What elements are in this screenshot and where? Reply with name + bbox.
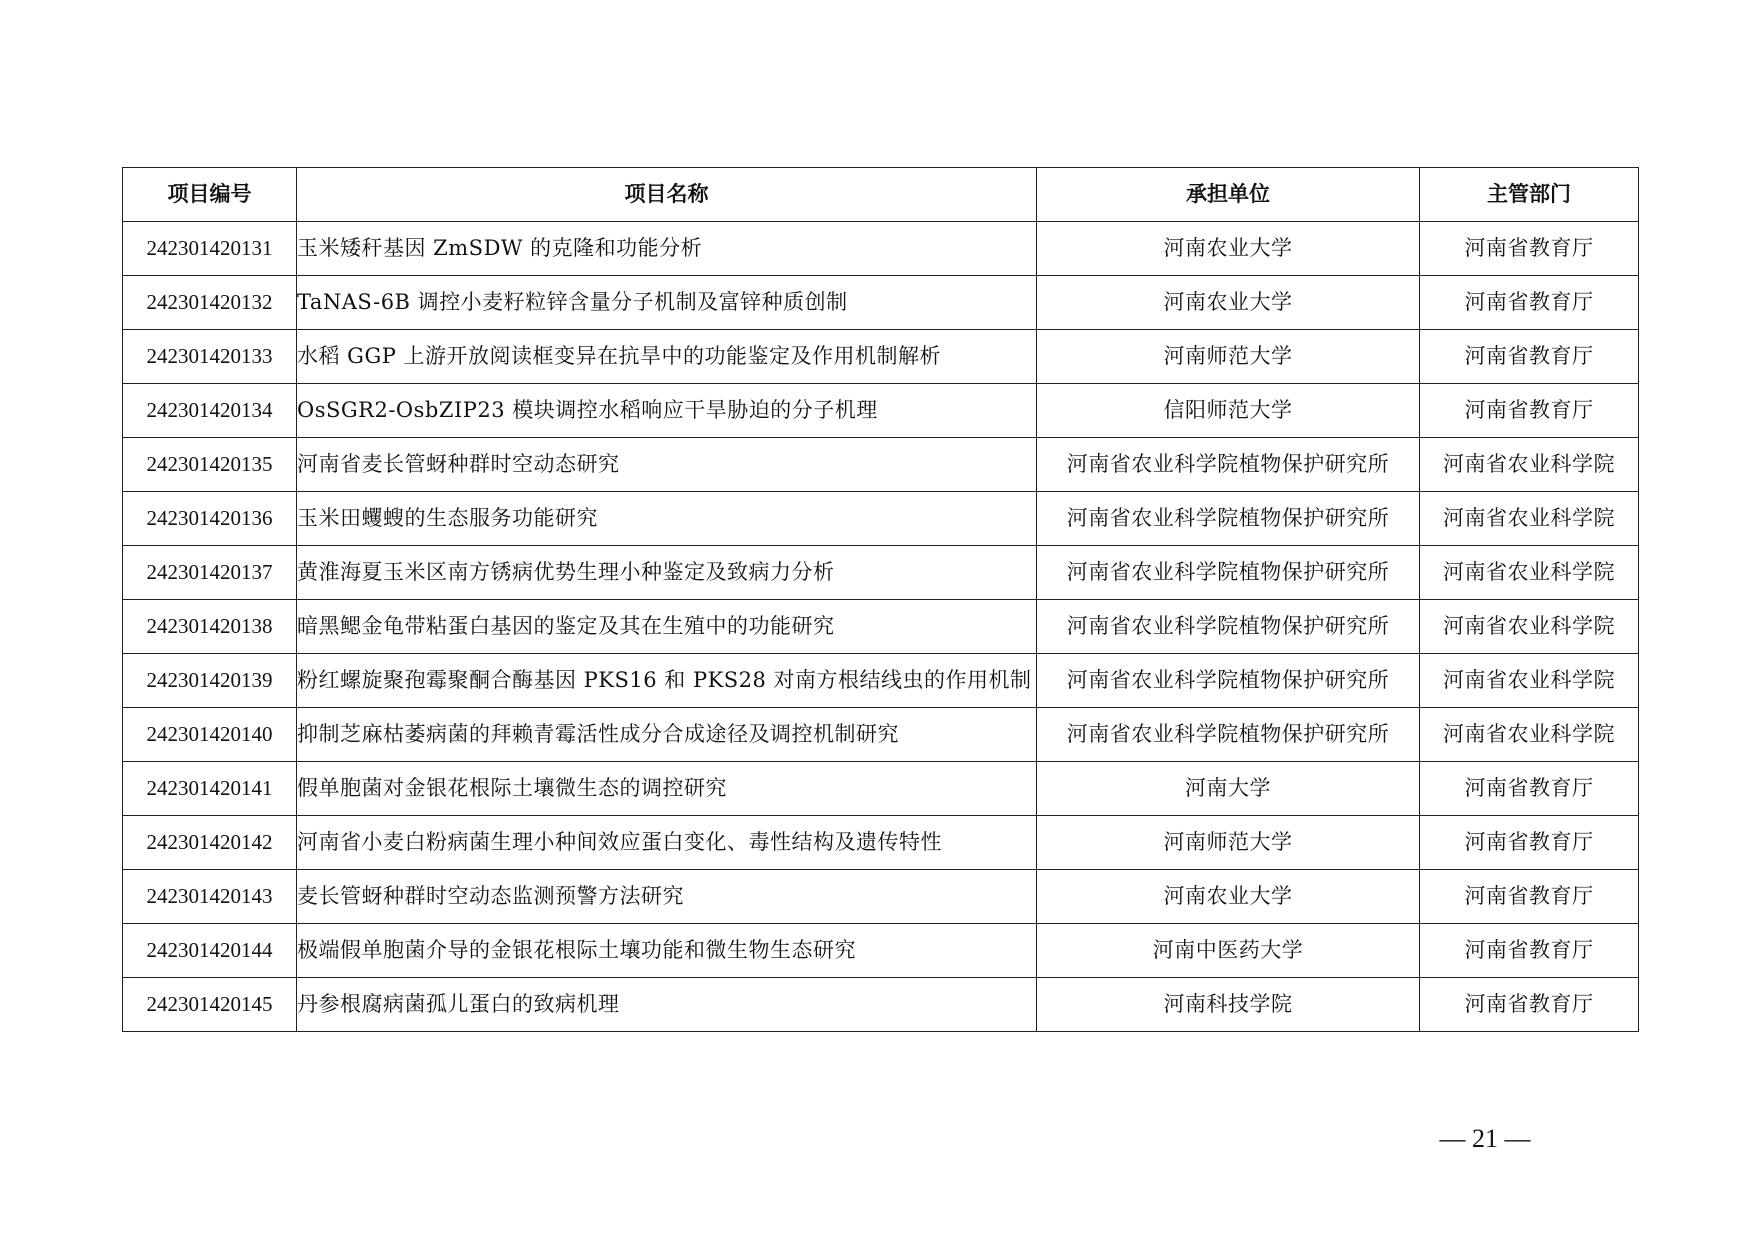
table-row xyxy=(123,546,1639,600)
supervising-dept-cell: 河南省教育厅 xyxy=(1420,222,1639,276)
table-row xyxy=(123,600,1639,654)
supervising-dept-cell: 河南省农业科学院 xyxy=(1420,654,1639,708)
supervising-dept-cell: 河南省农业科学院 xyxy=(1420,546,1639,600)
project-code-cell: 242301420141 xyxy=(123,762,297,816)
project-name-cell: 河南省小麦白粉病菌生理小种间效应蛋白变化、毒性结构及遗传特性 xyxy=(297,816,1037,870)
project-code-cell: 242301420135 xyxy=(123,438,297,492)
project-name-cell: 极端假单胞菌介导的金银花根际土壤功能和微生物生态研究 xyxy=(297,924,1037,978)
supervising-dept-cell: 河南省教育厅 xyxy=(1420,384,1639,438)
undertaking-unit-cell: 河南农业大学 xyxy=(1037,276,1420,330)
supervising-dept-cell: 河南省农业科学院 xyxy=(1420,708,1639,762)
table-body xyxy=(123,222,1639,1032)
table-header-row xyxy=(123,168,1639,222)
undertaking-unit-cell: 河南省农业科学院植物保护研究所 xyxy=(1037,654,1420,708)
project-name-cell: 粉红螺旋聚孢霉聚酮合酶基因 PKS16 和 PKS28 对南方根结线虫的作用机制 xyxy=(297,654,1037,708)
table-row xyxy=(123,384,1639,438)
supervising-dept-cell: 河南省农业科学院 xyxy=(1420,600,1639,654)
table-row xyxy=(123,276,1639,330)
project-code-cell: 242301420138 xyxy=(123,600,297,654)
project-code-cell: 242301420145 xyxy=(123,978,297,1032)
project-table xyxy=(122,167,1639,1032)
project-code-cell: 242301420139 xyxy=(123,654,297,708)
header-project-code: 项目编号 xyxy=(123,168,297,222)
table-row xyxy=(123,816,1639,870)
project-name-cell: 河南省麦长管蚜种群时空动态研究 xyxy=(297,438,1037,492)
project-name-cell: 暗黑鳃金龟带粘蛋白基因的鉴定及其在生殖中的功能研究 xyxy=(297,600,1037,654)
supervising-dept-cell: 河南省农业科学院 xyxy=(1420,492,1639,546)
header-project-name: 项目名称 xyxy=(297,168,1037,222)
project-code-cell: 242301420140 xyxy=(123,708,297,762)
table-row xyxy=(123,870,1639,924)
undertaking-unit-cell: 河南师范大学 xyxy=(1037,816,1420,870)
project-name-cell: 抑制芝麻枯萎病菌的拜赖青霉活性成分合成途径及调控机制研究 xyxy=(297,708,1037,762)
table-row xyxy=(123,762,1639,816)
project-name-cell: OsSGR2-OsbZIP23 模块调控水稻响应干旱胁迫的分子机理 xyxy=(297,384,1037,438)
supervising-dept-cell: 河南省农业科学院 xyxy=(1420,438,1639,492)
project-name-cell: TaNAS-6B 调控小麦籽粒锌含量分子机制及富锌种质创制 xyxy=(297,276,1037,330)
supervising-dept-cell: 河南省教育厅 xyxy=(1420,924,1639,978)
undertaking-unit-cell: 河南科技学院 xyxy=(1037,978,1420,1032)
table-row xyxy=(123,330,1639,384)
table-row xyxy=(123,924,1639,978)
undertaking-unit-cell: 信阳师范大学 xyxy=(1037,384,1420,438)
supervising-dept-cell: 河南省教育厅 xyxy=(1420,762,1639,816)
project-code-cell: 242301420142 xyxy=(123,816,297,870)
project-code-cell: 242301420137 xyxy=(123,546,297,600)
undertaking-unit-cell: 河南省农业科学院植物保护研究所 xyxy=(1037,708,1420,762)
project-name-cell: 假单胞菌对金银花根际土壤微生态的调控研究 xyxy=(297,762,1037,816)
undertaking-unit-cell: 河南省农业科学院植物保护研究所 xyxy=(1037,438,1420,492)
project-name-cell: 水稻 GGP 上游开放阅读框变异在抗旱中的功能鉴定及作用机制解析 xyxy=(297,330,1037,384)
undertaking-unit-cell: 河南师范大学 xyxy=(1037,330,1420,384)
table-row xyxy=(123,654,1639,708)
undertaking-unit-cell: 河南省农业科学院植物保护研究所 xyxy=(1037,492,1420,546)
table-row xyxy=(123,438,1639,492)
project-code-cell: 242301420131 xyxy=(123,222,297,276)
header-supervising-dept: 主管部门 xyxy=(1420,168,1639,222)
supervising-dept-cell: 河南省教育厅 xyxy=(1420,870,1639,924)
supervising-dept-cell: 河南省教育厅 xyxy=(1420,330,1639,384)
table-row xyxy=(123,708,1639,762)
undertaking-unit-cell: 河南农业大学 xyxy=(1037,870,1420,924)
undertaking-unit-cell: 河南省农业科学院植物保护研究所 xyxy=(1037,600,1420,654)
table-row xyxy=(123,978,1639,1032)
project-code-cell: 242301420134 xyxy=(123,384,297,438)
project-name-cell: 玉米田蠼螋的生态服务功能研究 xyxy=(297,492,1037,546)
undertaking-unit-cell: 河南大学 xyxy=(1037,762,1420,816)
project-code-cell: 242301420143 xyxy=(123,870,297,924)
supervising-dept-cell: 河南省教育厅 xyxy=(1420,978,1639,1032)
project-name-cell: 黄淮海夏玉米区南方锈病优势生理小种鉴定及致病力分析 xyxy=(297,546,1037,600)
supervising-dept-cell: 河南省教育厅 xyxy=(1420,816,1639,870)
project-name-cell: 麦长管蚜种群时空动态监测预警方法研究 xyxy=(297,870,1037,924)
table-row xyxy=(123,492,1639,546)
table-header xyxy=(123,168,1639,222)
project-name-cell: 玉米矮秆基因 ZmSDW 的克隆和功能分析 xyxy=(297,222,1037,276)
project-name-cell: 丹参根腐病菌孤儿蛋白的致病机理 xyxy=(297,978,1037,1032)
table-row xyxy=(123,222,1639,276)
project-code-cell: 242301420133 xyxy=(123,330,297,384)
supervising-dept-cell: 河南省教育厅 xyxy=(1420,276,1639,330)
header-undertaking-unit: 承担单位 xyxy=(1037,168,1420,222)
undertaking-unit-cell: 河南中医药大学 xyxy=(1037,924,1420,978)
undertaking-unit-cell: 河南农业大学 xyxy=(1037,222,1420,276)
undertaking-unit-cell: 河南省农业科学院植物保护研究所 xyxy=(1037,546,1420,600)
page-number: — 21 — xyxy=(1439,1124,1531,1153)
project-code-cell: 242301420132 xyxy=(123,276,297,330)
project-code-cell: 242301420144 xyxy=(123,924,297,978)
project-code-cell: 242301420136 xyxy=(123,492,297,546)
